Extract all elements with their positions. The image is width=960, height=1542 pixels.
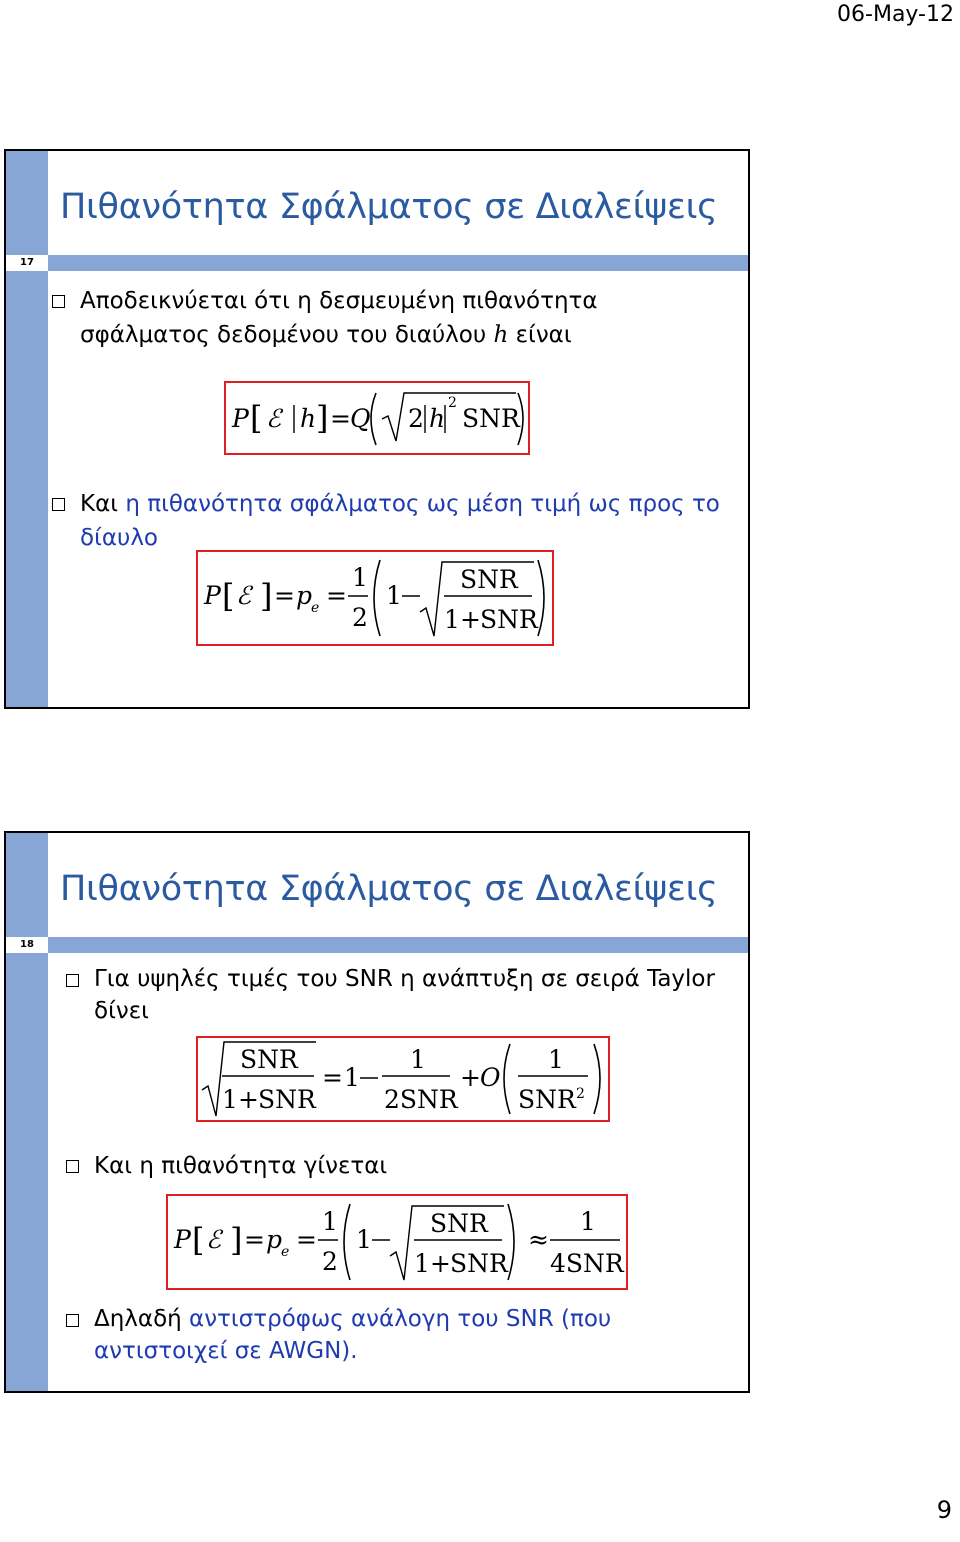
bullet-conditional-error bbox=[80, 284, 720, 352]
svg-text:=: = bbox=[322, 1063, 343, 1092]
bullet-probability-becomes bbox=[94, 1149, 734, 1183]
bullet-square-icon bbox=[52, 295, 65, 308]
svg-text:1: 1 bbox=[444, 605, 460, 634]
svg-text:[: [ bbox=[192, 1221, 205, 1259]
svg-text:ℰ: ℰ bbox=[236, 581, 252, 610]
svg-text:SNR: SNR bbox=[258, 1085, 316, 1114]
slide-18 bbox=[4, 831, 750, 1393]
bullet-taylor bbox=[94, 963, 734, 1027]
svg-text:P: P bbox=[204, 581, 221, 610]
svg-text:+: + bbox=[238, 1085, 259, 1114]
svg-text:1: 1 bbox=[356, 1225, 372, 1254]
bullet-square-icon bbox=[66, 1314, 79, 1327]
bullet-square-icon bbox=[66, 974, 79, 987]
slide-number-bar bbox=[6, 255, 748, 271]
slide-sidebar bbox=[6, 833, 48, 1391]
svg-text:]: ] bbox=[230, 1221, 243, 1259]
svg-text:1: 1 bbox=[580, 1207, 596, 1236]
formula-svg bbox=[198, 552, 552, 644]
svg-text:O: O bbox=[480, 1063, 501, 1092]
svg-text:p: p bbox=[266, 1225, 283, 1254]
bullet-square-icon bbox=[52, 498, 65, 511]
header-date: 06-May-12 bbox=[837, 2, 954, 27]
svg-text:SNR: SNR bbox=[240, 1045, 298, 1074]
slide-number: 17 bbox=[6, 255, 48, 271]
svg-text:2: 2 bbox=[576, 1086, 585, 1102]
bullet-var-h: h bbox=[493, 322, 509, 348]
svg-text:P: P bbox=[174, 1225, 191, 1254]
svg-text:e: e bbox=[311, 600, 320, 616]
svg-text:SNR: SNR bbox=[460, 565, 518, 594]
bullet-text-pre: Δηλαδή bbox=[94, 1306, 190, 1332]
svg-text:1: 1 bbox=[352, 563, 368, 592]
svg-text:1: 1 bbox=[410, 1045, 426, 1074]
svg-text:h: h bbox=[300, 404, 317, 433]
bullet-text: Για υψηλές τιμές του SNR η ανάπτυξη σε σειρά Taylor δίνει bbox=[94, 966, 715, 1024]
formula-conditional-error bbox=[224, 381, 530, 455]
bullet-text-blue: αντιστρόφως ανάλογη του SNR (που αντιστοιχεί σε AWGN). bbox=[94, 1306, 612, 1364]
svg-text:1: 1 bbox=[344, 1063, 360, 1092]
svg-text:ℰ: ℰ bbox=[266, 404, 282, 433]
svg-text:P: P bbox=[232, 404, 249, 433]
slide-17 bbox=[4, 149, 750, 709]
bullet-conclusion bbox=[94, 1303, 654, 1367]
slide-number-bar bbox=[6, 937, 748, 953]
svg-text:2: 2 bbox=[352, 603, 368, 632]
svg-text:2: 2 bbox=[322, 1247, 338, 1276]
svg-text:ℰ: ℰ bbox=[206, 1225, 222, 1254]
svg-text:h: h bbox=[429, 404, 446, 433]
svg-text:+: + bbox=[460, 1063, 481, 1092]
slide-title: Πιθανότητα Σφάλματος σε Διαλείψεις bbox=[60, 869, 718, 909]
bullet-square-icon bbox=[66, 1160, 79, 1173]
svg-text:=: = bbox=[274, 581, 295, 610]
svg-text:SNR: SNR bbox=[430, 1209, 488, 1238]
formula-svg bbox=[198, 1038, 608, 1120]
svg-text:+: + bbox=[430, 1249, 451, 1278]
svg-text:1: 1 bbox=[222, 1085, 238, 1114]
svg-text:=: = bbox=[326, 581, 347, 610]
bullet-text-blue: η πιθανότητα σφάλματος ως μέση τιμή ως προς το δίαυλο bbox=[80, 491, 720, 551]
svg-text:≈: ≈ bbox=[528, 1225, 549, 1254]
slide-sidebar bbox=[6, 151, 48, 707]
bullet-text-pre: Αποδεικνύεται ότι η δεσμευμένη πιθανότητα σφάλματος δεδομένου του διαύλου bbox=[80, 288, 598, 348]
svg-text:e: e bbox=[281, 1244, 290, 1260]
bullet-text-post: είναι bbox=[508, 322, 572, 348]
formula-taylor-expansion bbox=[196, 1036, 610, 1122]
svg-text:[: [ bbox=[250, 399, 263, 437]
svg-text:Q: Q bbox=[350, 404, 371, 433]
svg-text:2SNR: 2SNR bbox=[384, 1085, 458, 1114]
svg-text:1: 1 bbox=[414, 1249, 430, 1278]
formula-average-error bbox=[196, 550, 554, 646]
bullet-text: Και η πιθανότητα γίνεται bbox=[94, 1153, 388, 1179]
svg-text:SNR: SNR bbox=[450, 1249, 508, 1278]
svg-text:SNR: SNR bbox=[518, 1085, 576, 1114]
svg-text:4SNR: 4SNR bbox=[550, 1249, 624, 1278]
svg-text:1: 1 bbox=[386, 581, 402, 610]
svg-text:+: + bbox=[460, 605, 481, 634]
svg-text:1: 1 bbox=[322, 1207, 338, 1236]
slide-title: Πιθανότητα Σφάλματος σε Διαλείψεις bbox=[60, 187, 718, 227]
svg-text:p: p bbox=[296, 581, 313, 610]
svg-text:=: = bbox=[330, 404, 351, 433]
svg-text:SNR: SNR bbox=[480, 605, 538, 634]
page-number: 9 bbox=[936, 1496, 952, 1524]
svg-text:=: = bbox=[296, 1225, 317, 1254]
formula-svg bbox=[168, 1196, 626, 1288]
bullet-average-error bbox=[80, 487, 730, 555]
svg-text:2: 2 bbox=[448, 395, 457, 411]
formula-svg bbox=[226, 383, 528, 453]
svg-text:]: ] bbox=[316, 399, 329, 437]
svg-text:]: ] bbox=[260, 577, 273, 615]
bullet-text-pre: Και bbox=[80, 491, 126, 517]
formula-high-snr-approximation bbox=[166, 1194, 628, 1290]
slide-number: 18 bbox=[6, 937, 48, 953]
svg-text:2: 2 bbox=[408, 404, 424, 433]
svg-text:[: [ bbox=[222, 577, 235, 615]
svg-text:=: = bbox=[244, 1225, 265, 1254]
svg-text:SNR: SNR bbox=[462, 404, 520, 433]
svg-text:1: 1 bbox=[548, 1045, 564, 1074]
